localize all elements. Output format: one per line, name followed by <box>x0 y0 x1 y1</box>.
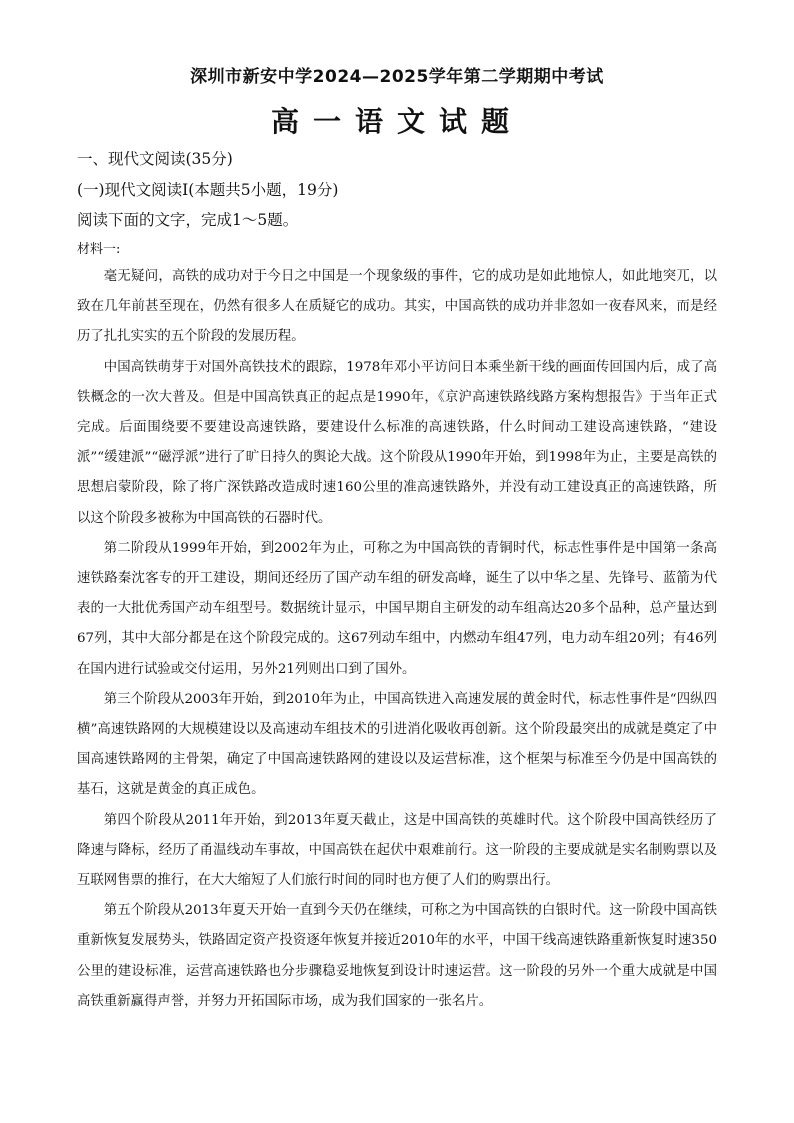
material-body <box>77 262 717 1017</box>
paragraph: 毫无疑问，高铁的成功对于今日之中国是一个现象级的事件，它的成功是如此地惊人，如此地突兀，以致在几年前甚至现在，仍然有很多人在质疑它的成功。其实，中国高铁的成功并非忽如一夜春风来，而是经历了扎扎实实的五个阶段的发展历程。 <box>77 269 717 345</box>
paragraph: 第三个阶段从2003年开始，到2010年为止，中国高铁进入高速发展的黄金时代，标志性事件是“四纵四横”高速铁路网的大规模建设以及高速动车组技术的引进消化吸收再创新。这个阶段最突出的成就是奠定了中国高速铁路网的主骨架，确定了中国高速铁路网的建设以及运营标准，这个框架与标准至今仍是中国高铁的基石，这就是黄金的真正成色。 <box>77 691 717 798</box>
material-label: 材料一: <box>77 242 121 257</box>
paragraph: 中国高铁萌芽于对国外高铁技术的跟踪，1978年邓小平访问日本乘坐新干线的画面传回国内后，成了高铁概念的一次大普及。但是中国高铁真正的起点是1990年，《京沪高速铁路线路方案构想报告》于当年正式完成。后面围绕要不要建设高速铁路，要建设什么标准的高速铁路，什么时间动工建设高速铁路，“建设派”“缓建派”“磁浮派”进行了旷日持久的舆论大战。这个阶段从1990年开始，到1998年为止，主要是高铁的思想启蒙阶段，除了将广深铁路改造成时速160公里的准高速铁路外，并没有动工建设真正的高速铁路，所以这个阶段多被称为中国高铁的石器时代。 <box>77 359 717 526</box>
paragraph: 第四个阶段从2011年开始，到2013年夏天截止，这是中国高铁的英雄时代。这个阶段中国高铁经历了降速与降标，经历了甬温线动车事故，中国高铁在起伏中艰难前行。这一阶段的主要成就是实名制购票以及互联网售票的推行，在大大缩短了人们旅行时间的同时也方便了人们的购票出行。 <box>77 812 717 889</box>
paragraph: 第二阶段从1999年开始，到2002年为止，可称之为中国高铁的青铜时代，标志性事件是中国第一条高速铁路秦沈客专的开工建设，期间还经历了国产动车组的研发高峰，诞生了以中华之星、先锋号、蓝箭为代表的一大批优秀国产动车组型号。数据统计显示，中国早期自主研发的动车组高达20多个品种，总产量达到67列，其中大部分都是在这个阶段完成的。这67列动车组中，内燃动车组47列，电力动车组20列；有46列在国内进行试验或交付运用，另外21列则出口到了国外。 <box>77 540 717 677</box>
subject-title: 高一语文试题 <box>270 105 523 138</box>
section-heading: 一、现代文阅读(35分) <box>77 150 233 168</box>
reading-instruction: 阅读下面的文字，完成1～5题。 <box>77 211 299 229</box>
sub-section-heading: (一)现代文阅读Ⅰ(本题共5小题，19分) <box>77 181 339 199</box>
exam-title: 深圳市新安中学2024—2025学年第二学期期中考试 <box>190 67 604 87</box>
paragraph: 第五个阶段从2013年夏天开始一直到今天仍在继续，可称之为中国高铁的白银时代。这一阶段中国高铁重新恢复发展势头，铁路固定资产投资逐年恢复并接近2010年的水平，中国干线高速铁路重新恢复时速350公里的建设标准，运营高速铁路也分步骤稳妥地恢复到设计时速运营。这一阶段的另外一个重大成就是中国高铁重新赢得声誉，并努力开拓国际市场，成为我们国家的一张名片。 <box>77 903 717 1009</box>
